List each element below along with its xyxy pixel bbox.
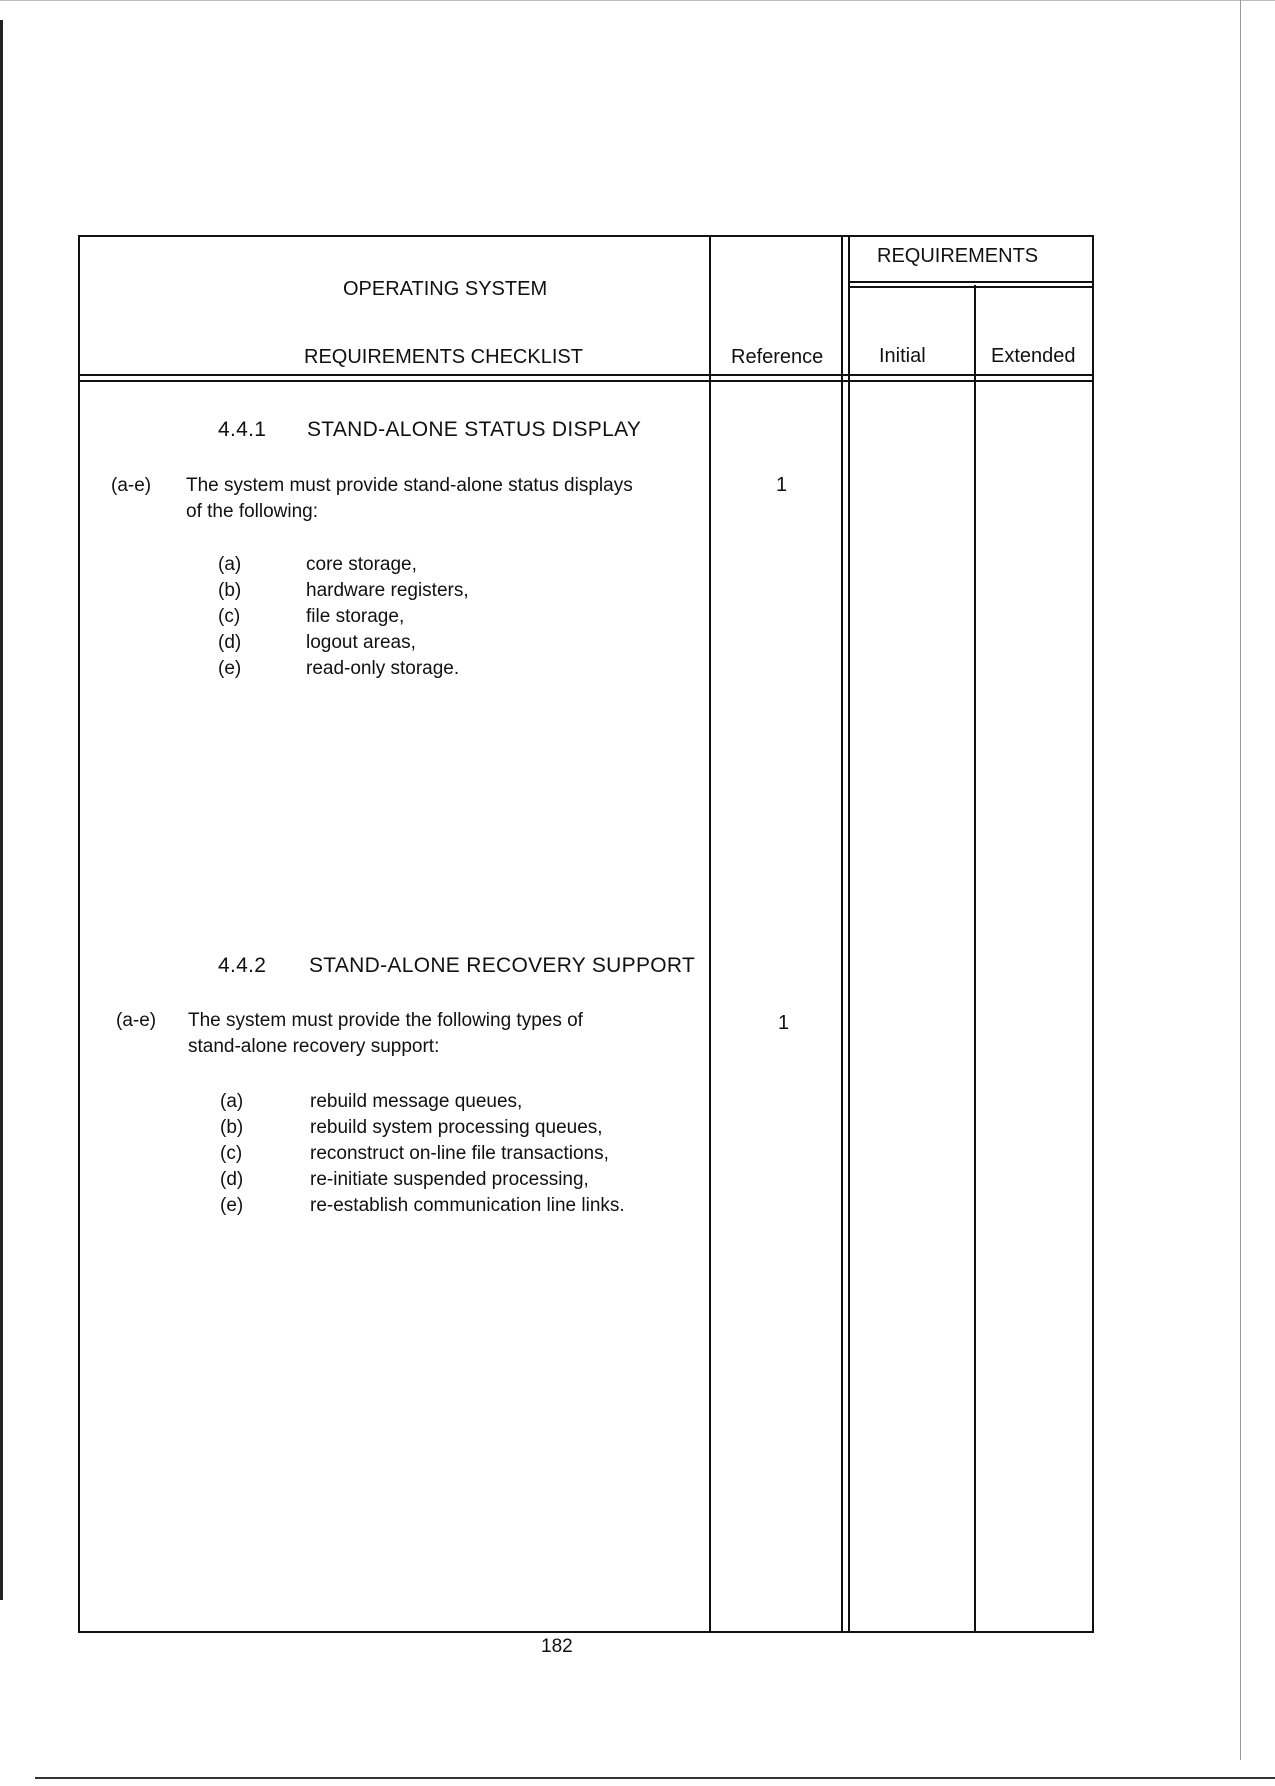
list-item-text: read-only storage. bbox=[306, 658, 460, 679]
list-item-key: (b) bbox=[220, 1117, 244, 1138]
list-item-text: rebuild message queues, bbox=[310, 1091, 523, 1112]
list-item-key: (a) bbox=[218, 554, 242, 575]
table-left-border bbox=[78, 235, 80, 1633]
list-item-key: (a) bbox=[220, 1091, 244, 1112]
table-subtitle: REQUIREMENTS CHECKLIST bbox=[304, 346, 583, 368]
section-title: STAND-ALONE STATUS DISPLAY bbox=[307, 418, 642, 441]
table-bottom-border bbox=[78, 1631, 1094, 1633]
list-item-text: file storage, bbox=[306, 606, 405, 627]
header-rule-a bbox=[78, 374, 1094, 376]
page-bottom-edge bbox=[35, 1777, 1275, 1779]
list-item-text: logout areas, bbox=[306, 632, 416, 653]
requirements-group-header: REQUIREMENTS bbox=[877, 245, 1039, 267]
section-title: STAND-ALONE RECOVERY SUPPORT bbox=[309, 954, 696, 977]
requirements-subheader-line-a bbox=[848, 281, 1094, 283]
table-title: OPERATING SYSTEM bbox=[343, 278, 548, 300]
section-number: 4.4.1 bbox=[218, 418, 267, 441]
list-item-text: hardware registers, bbox=[306, 580, 469, 601]
requirements-divider-b bbox=[848, 235, 850, 1633]
requirement-label: (a-e) bbox=[111, 475, 152, 496]
list-item-key: (d) bbox=[218, 632, 242, 653]
header-rule-b bbox=[78, 380, 1094, 382]
list-item-key: (b) bbox=[218, 580, 242, 601]
table-right-border bbox=[1092, 235, 1094, 1633]
list-item-text: reconstruct on-line file transactions, bbox=[310, 1143, 609, 1164]
reference-divider bbox=[709, 235, 711, 1633]
section-number: 4.4.2 bbox=[218, 954, 267, 977]
requirement-label: (a-e) bbox=[116, 1010, 157, 1031]
extended-column-header: Extended bbox=[991, 345, 1076, 367]
list-item-text: re-initiate suspended processing, bbox=[310, 1169, 589, 1190]
page-top-edge bbox=[0, 0, 1275, 1]
list-item-text: re-establish communication line links. bbox=[310, 1195, 625, 1216]
list-item-key: (c) bbox=[220, 1143, 243, 1164]
requirement-statement-line2: stand-alone recovery support: bbox=[188, 1036, 440, 1057]
reference-column-header: Reference bbox=[731, 346, 824, 368]
list-item-key: (d) bbox=[220, 1169, 244, 1190]
requirements-subheader-line-b bbox=[848, 286, 1094, 288]
list-item-key: (c) bbox=[218, 606, 241, 627]
page-number: 182 bbox=[541, 1636, 573, 1657]
requirements-divider-a bbox=[841, 235, 843, 1633]
reference-value: 1 bbox=[778, 1012, 790, 1034]
list-item-text: rebuild system processing queues, bbox=[310, 1117, 603, 1138]
requirement-statement-line1: The system must provide stand-alone status displays bbox=[186, 475, 633, 496]
page-right-edge bbox=[1240, 0, 1241, 1760]
list-item-key: (e) bbox=[218, 658, 242, 679]
initial-column-header: Initial bbox=[879, 345, 926, 367]
list-item-text: core storage, bbox=[306, 554, 417, 575]
initial-extended-divider bbox=[974, 285, 976, 1633]
reference-value: 1 bbox=[776, 474, 788, 496]
list-item-key: (e) bbox=[220, 1195, 244, 1216]
requirement-statement-line1: The system must provide the following types of bbox=[188, 1010, 583, 1031]
table-top-border bbox=[78, 235, 1094, 237]
requirement-statement-line2: of the following: bbox=[186, 501, 319, 522]
page-left-edge bbox=[0, 20, 3, 1600]
